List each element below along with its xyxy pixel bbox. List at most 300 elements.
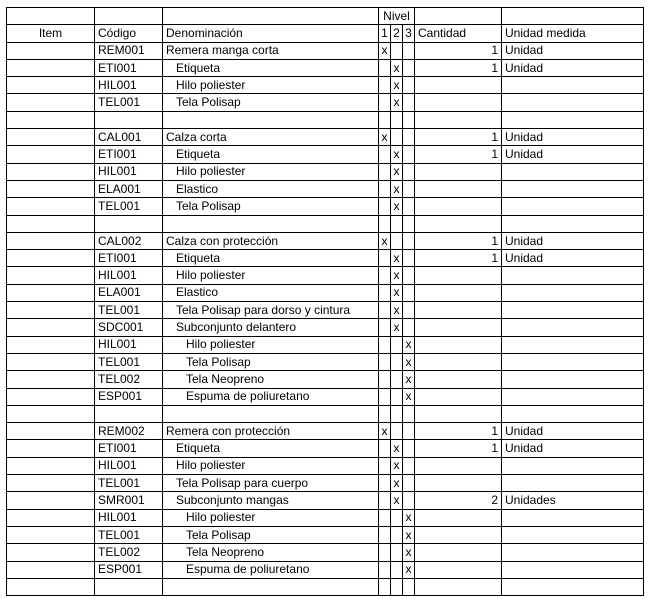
level-3-cell — [403, 440, 415, 457]
table-row — [7, 492, 644, 509]
level-1-cell — [379, 180, 391, 197]
level-2-cell: x — [391, 94, 403, 111]
item-cell — [7, 42, 95, 59]
level-1-cell — [379, 405, 391, 422]
unit-cell — [502, 180, 644, 197]
qty-cell: 1 — [415, 42, 502, 59]
item-cell — [7, 180, 95, 197]
level-1-cell — [379, 302, 391, 319]
header-row-top — [7, 8, 644, 25]
name-cell: Hilo poliester — [163, 457, 379, 474]
unit-cell — [502, 578, 644, 595]
table-row — [7, 163, 644, 180]
level-2-cell: x — [391, 146, 403, 163]
header-level-1: 1 — [379, 25, 391, 42]
qty-cell — [415, 457, 502, 474]
table-row — [7, 302, 644, 319]
level-3-cell — [403, 129, 415, 146]
item-cell — [7, 388, 95, 405]
name-cell — [163, 405, 379, 422]
unit-cell — [502, 302, 644, 319]
name-cell: Remera manga corta — [163, 42, 379, 59]
level-2-cell: x — [391, 475, 403, 492]
unit-cell — [502, 77, 644, 94]
unit-cell — [502, 198, 644, 215]
header-row — [7, 25, 644, 42]
level-3-cell — [403, 215, 415, 232]
item-cell — [7, 405, 95, 422]
qty-cell: 1 — [415, 59, 502, 76]
qty-cell — [415, 198, 502, 215]
qty-cell — [415, 561, 502, 578]
table-row — [7, 526, 644, 543]
qty-cell — [415, 578, 502, 595]
level-1-cell — [379, 215, 391, 232]
code-cell: HIL001 — [95, 509, 163, 526]
level-1-cell — [379, 111, 391, 128]
item-cell — [7, 129, 95, 146]
qty-cell: 1 — [415, 129, 502, 146]
code-cell: TEL001 — [95, 94, 163, 111]
level-1-cell — [379, 388, 391, 405]
qty-cell — [415, 267, 502, 284]
level-1-cell — [379, 561, 391, 578]
unit-cell — [502, 94, 644, 111]
unit-cell — [502, 267, 644, 284]
item-cell — [7, 336, 95, 353]
level-2-cell: x — [391, 250, 403, 267]
level-2-cell: x — [391, 457, 403, 474]
level-3-cell — [403, 198, 415, 215]
unit-cell: Unidad — [502, 59, 644, 76]
name-cell: Tela Polisap — [163, 526, 379, 543]
level-3-cell: x — [403, 371, 415, 388]
level-3-cell: x — [403, 336, 415, 353]
level-3-cell — [403, 284, 415, 301]
code-cell: HIL001 — [95, 267, 163, 284]
item-cell — [7, 561, 95, 578]
name-cell: Etiqueta — [163, 59, 379, 76]
code-cell: HIL001 — [95, 77, 163, 94]
code-cell: HIL001 — [95, 336, 163, 353]
unit-cell — [502, 544, 644, 561]
name-cell — [163, 111, 379, 128]
table-row — [7, 371, 644, 388]
level-2-cell — [391, 129, 403, 146]
level-3-cell — [403, 492, 415, 509]
table-row — [7, 232, 644, 249]
item-cell — [7, 353, 95, 370]
unit-cell — [502, 215, 644, 232]
name-cell: Espuma de poliuretano — [163, 561, 379, 578]
table-row — [7, 42, 644, 59]
item-cell — [7, 423, 95, 440]
unit-cell: Unidad — [502, 423, 644, 440]
name-cell: Etiqueta — [163, 250, 379, 267]
level-1-cell — [379, 250, 391, 267]
table-row — [7, 509, 644, 526]
level-3-cell — [403, 250, 415, 267]
header-blank-code — [95, 8, 163, 25]
code-cell: TEL001 — [95, 198, 163, 215]
level-3-cell — [403, 405, 415, 422]
name-cell: Subconjunto mangas — [163, 492, 379, 509]
code-cell: REM001 — [95, 42, 163, 59]
level-3-cell: x — [403, 561, 415, 578]
header-cantidad: Cantidad — [415, 25, 502, 42]
item-cell — [7, 111, 95, 128]
table-row — [7, 336, 644, 353]
level-3-cell: x — [403, 526, 415, 543]
table-row — [7, 180, 644, 197]
level-1-cell — [379, 371, 391, 388]
qty-cell — [415, 163, 502, 180]
header-blank-unit — [502, 8, 644, 25]
code-cell: TEL001 — [95, 353, 163, 370]
table-row — [7, 215, 644, 232]
name-cell: Elastico — [163, 284, 379, 301]
table-row — [7, 267, 644, 284]
unit-cell — [502, 284, 644, 301]
name-cell: Remera con protección — [163, 423, 379, 440]
name-cell: Calza con protección — [163, 232, 379, 249]
table-row — [7, 388, 644, 405]
unit-cell: Unidad — [502, 250, 644, 267]
qty-cell — [415, 319, 502, 336]
unit-cell: Unidad — [502, 440, 644, 457]
item-cell — [7, 94, 95, 111]
qty-cell: 2 — [415, 492, 502, 509]
unit-cell — [502, 353, 644, 370]
item-cell — [7, 146, 95, 163]
qty-cell: 1 — [415, 423, 502, 440]
bom-table — [6, 7, 644, 596]
level-2-cell: x — [391, 267, 403, 284]
code-cell: ELA001 — [95, 180, 163, 197]
code-cell: TEL002 — [95, 371, 163, 388]
level-2-cell — [391, 388, 403, 405]
level-1-cell — [379, 284, 391, 301]
name-cell: Tela Polisap para dorso y cintura — [163, 302, 379, 319]
level-2-cell: x — [391, 163, 403, 180]
name-cell: Espuma de poliuretano — [163, 388, 379, 405]
level-3-cell: x — [403, 544, 415, 561]
level-3-cell — [403, 59, 415, 76]
level-2-cell — [391, 561, 403, 578]
level-2-cell: x — [391, 440, 403, 457]
table-row — [7, 440, 644, 457]
table-row — [7, 94, 644, 111]
unit-cell — [502, 111, 644, 128]
header-codigo: Código — [95, 25, 163, 42]
unit-cell: Unidad — [502, 146, 644, 163]
name-cell: Hilo poliester — [163, 77, 379, 94]
name-cell: Tela Neopreno — [163, 371, 379, 388]
code-cell: TEL001 — [95, 526, 163, 543]
table-row — [7, 423, 644, 440]
table-row — [7, 578, 644, 595]
level-1-cell — [379, 544, 391, 561]
item-cell — [7, 509, 95, 526]
header-nivel: Nivel — [379, 8, 415, 25]
header-level-3: 3 — [403, 25, 415, 42]
level-2-cell: x — [391, 59, 403, 76]
name-cell: Hilo poliester — [163, 509, 379, 526]
level-3-cell — [403, 77, 415, 94]
level-2-cell: x — [391, 180, 403, 197]
unit-cell — [502, 561, 644, 578]
name-cell — [163, 578, 379, 595]
item-cell — [7, 59, 95, 76]
code-cell: ETI001 — [95, 59, 163, 76]
code-cell: SMR001 — [95, 492, 163, 509]
header-blank-name — [163, 8, 379, 25]
item-cell — [7, 492, 95, 509]
level-2-cell — [391, 232, 403, 249]
item-cell — [7, 457, 95, 474]
code-cell: HIL001 — [95, 457, 163, 474]
level-2-cell — [391, 509, 403, 526]
qty-cell: 1 — [415, 440, 502, 457]
qty-cell — [415, 336, 502, 353]
name-cell: Calza corta — [163, 129, 379, 146]
level-2-cell: x — [391, 198, 403, 215]
level-1-cell — [379, 59, 391, 76]
code-cell: ETI001 — [95, 440, 163, 457]
level-1-cell — [379, 198, 391, 215]
qty-cell — [415, 111, 502, 128]
unit-cell — [502, 457, 644, 474]
qty-cell — [415, 284, 502, 301]
level-3-cell — [403, 180, 415, 197]
code-cell: TEL002 — [95, 544, 163, 561]
code-cell: ESP001 — [95, 561, 163, 578]
item-cell — [7, 440, 95, 457]
header-unidad: Unidad medida — [502, 25, 644, 42]
item-cell — [7, 250, 95, 267]
unit-cell — [502, 475, 644, 492]
level-3-cell — [403, 578, 415, 595]
item-cell — [7, 526, 95, 543]
item-cell — [7, 267, 95, 284]
name-cell: Hilo poliester — [163, 163, 379, 180]
level-3-cell — [403, 475, 415, 492]
item-cell — [7, 371, 95, 388]
code-cell — [95, 215, 163, 232]
level-3-cell: x — [403, 509, 415, 526]
code-cell: ETI001 — [95, 250, 163, 267]
level-1-cell — [379, 94, 391, 111]
table-row — [7, 319, 644, 336]
level-3-cell — [403, 302, 415, 319]
level-2-cell — [391, 405, 403, 422]
code-cell: REM002 — [95, 423, 163, 440]
unit-cell — [502, 405, 644, 422]
code-cell — [95, 111, 163, 128]
table-row — [7, 284, 644, 301]
header-blank-qty — [415, 8, 502, 25]
level-1-cell — [379, 146, 391, 163]
qty-cell — [415, 509, 502, 526]
qty-cell — [415, 405, 502, 422]
table-row — [7, 457, 644, 474]
table-row — [7, 198, 644, 215]
name-cell: Hilo poliester — [163, 336, 379, 353]
level-1-cell — [379, 440, 391, 457]
item-cell — [7, 544, 95, 561]
code-cell: ELA001 — [95, 284, 163, 301]
level-1-cell — [379, 457, 391, 474]
level-2-cell — [391, 42, 403, 59]
unit-cell — [502, 336, 644, 353]
header-denominacion: Denominación — [163, 25, 379, 42]
level-2-cell — [391, 336, 403, 353]
table-row — [7, 111, 644, 128]
level-3-cell — [403, 457, 415, 474]
level-3-cell — [403, 163, 415, 180]
unit-cell — [502, 163, 644, 180]
level-1-cell — [379, 526, 391, 543]
level-3-cell — [403, 319, 415, 336]
code-cell — [95, 578, 163, 595]
table-row — [7, 59, 644, 76]
code-cell: CAL001 — [95, 129, 163, 146]
name-cell: Tela Neopreno — [163, 544, 379, 561]
item-cell — [7, 475, 95, 492]
item-cell — [7, 232, 95, 249]
level-2-cell — [391, 423, 403, 440]
table-row — [7, 405, 644, 422]
unit-cell: Unidad — [502, 232, 644, 249]
qty-cell — [415, 475, 502, 492]
level-2-cell — [391, 353, 403, 370]
qty-cell — [415, 215, 502, 232]
level-2-cell — [391, 111, 403, 128]
unit-cell — [502, 371, 644, 388]
level-1-cell — [379, 578, 391, 595]
level-3-cell — [403, 111, 415, 128]
unit-cell — [502, 319, 644, 336]
qty-cell — [415, 526, 502, 543]
level-1-cell — [379, 319, 391, 336]
qty-cell: 1 — [415, 250, 502, 267]
name-cell: Etiqueta — [163, 440, 379, 457]
code-cell: ESP001 — [95, 388, 163, 405]
header-level-2: 2 — [391, 25, 403, 42]
level-3-cell — [403, 267, 415, 284]
code-cell: TEL001 — [95, 475, 163, 492]
item-cell — [7, 77, 95, 94]
level-2-cell: x — [391, 492, 403, 509]
item-cell — [7, 284, 95, 301]
qty-cell — [415, 180, 502, 197]
level-2-cell — [391, 371, 403, 388]
level-1-cell — [379, 267, 391, 284]
qty-cell — [415, 544, 502, 561]
unit-cell: Unidad — [502, 42, 644, 59]
name-cell: Tela Polisap para cuerpo — [163, 475, 379, 492]
table-row — [7, 544, 644, 561]
name-cell: Etiqueta — [163, 146, 379, 163]
level-3-cell — [403, 94, 415, 111]
code-cell: HIL001 — [95, 163, 163, 180]
unit-cell — [502, 526, 644, 543]
level-2-cell: x — [391, 284, 403, 301]
level-2-cell: x — [391, 77, 403, 94]
level-3-cell: x — [403, 388, 415, 405]
level-2-cell — [391, 544, 403, 561]
unit-cell — [502, 388, 644, 405]
table-row — [7, 146, 644, 163]
name-cell: Tela Polisap — [163, 94, 379, 111]
item-cell — [7, 578, 95, 595]
name-cell: Hilo poliester — [163, 267, 379, 284]
level-2-cell — [391, 578, 403, 595]
name-cell — [163, 215, 379, 232]
name-cell: Tela Polisap — [163, 198, 379, 215]
table-row — [7, 77, 644, 94]
level-3-cell — [403, 232, 415, 249]
code-cell: ETI001 — [95, 146, 163, 163]
item-cell — [7, 215, 95, 232]
item-cell — [7, 302, 95, 319]
name-cell: Tela Polisap — [163, 353, 379, 370]
level-2-cell — [391, 215, 403, 232]
level-3-cell — [403, 423, 415, 440]
level-2-cell: x — [391, 302, 403, 319]
level-1-cell — [379, 336, 391, 353]
code-cell: CAL002 — [95, 232, 163, 249]
qty-cell — [415, 388, 502, 405]
unit-cell: Unidades — [502, 492, 644, 509]
level-1-cell — [379, 353, 391, 370]
level-1-cell — [379, 163, 391, 180]
level-1-cell: x — [379, 423, 391, 440]
level-1-cell — [379, 77, 391, 94]
table-row — [7, 561, 644, 578]
code-cell: SDC001 — [95, 319, 163, 336]
code-cell — [95, 405, 163, 422]
qty-cell: 1 — [415, 232, 502, 249]
header-blank-item — [7, 8, 95, 25]
table-row — [7, 129, 644, 146]
header-item: Item — [7, 25, 95, 42]
qty-cell — [415, 371, 502, 388]
level-1-cell: x — [379, 232, 391, 249]
level-3-cell — [403, 42, 415, 59]
level-1-cell — [379, 509, 391, 526]
level-1-cell — [379, 475, 391, 492]
name-cell: Elastico — [163, 180, 379, 197]
code-cell: TEL001 — [95, 302, 163, 319]
level-2-cell: x — [391, 319, 403, 336]
level-1-cell: x — [379, 42, 391, 59]
item-cell — [7, 198, 95, 215]
qty-cell — [415, 77, 502, 94]
qty-cell: 1 — [415, 146, 502, 163]
level-1-cell: x — [379, 129, 391, 146]
qty-cell — [415, 353, 502, 370]
unit-cell: Unidad — [502, 129, 644, 146]
unit-cell — [502, 509, 644, 526]
name-cell: Subconjunto delantero — [163, 319, 379, 336]
level-1-cell — [379, 492, 391, 509]
item-cell — [7, 319, 95, 336]
table-row — [7, 250, 644, 267]
qty-cell — [415, 302, 502, 319]
table-row — [7, 353, 644, 370]
level-3-cell: x — [403, 353, 415, 370]
